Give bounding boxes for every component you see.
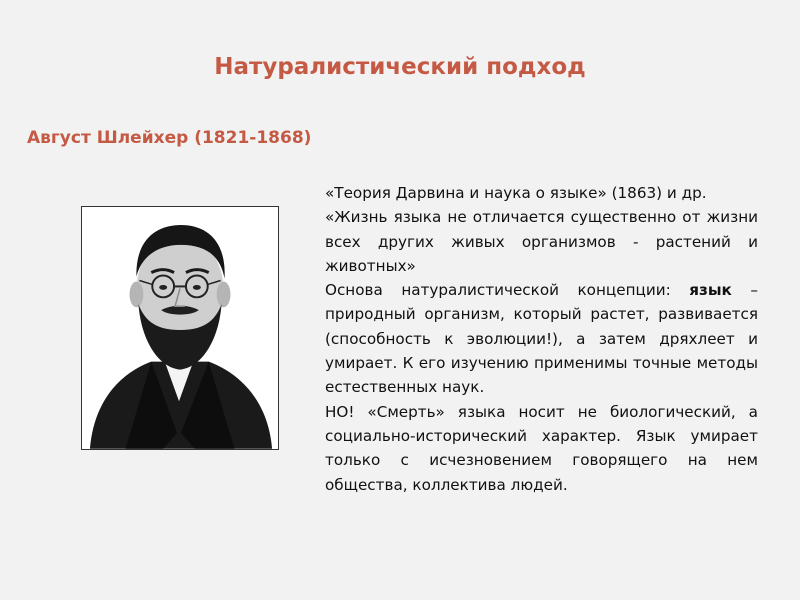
paragraph-concept-end: – природный организм, который растет, развивается (способность к эволюции!), а затем дряхлеет и умирает. К его изучению применимы точные методы естественных наук. (325, 281, 758, 397)
paragraph-concept-start: Основа натуралистической концепции: (325, 281, 690, 300)
body-text (325, 181, 758, 497)
paragraph-concept (325, 278, 758, 399)
slide-subtitle: Август Шлейхер (1821-1868) (27, 128, 312, 148)
portrait-image (81, 206, 279, 450)
paragraph-quote: «Жизнь языка не отличается существенно от жизни всех других живых организмов - растений и животных» (325, 208, 758, 275)
paragraph-note: НО! «Смерть» языка носит не биологический, а социально-исторический характер. Язык умирает только с исчезновением говорящего на нем общества, коллектива людей. (325, 402, 758, 494)
paragraph-concept-bold: язык (689, 281, 732, 300)
slide-title: Натуралистический подход (214, 54, 586, 80)
paragraph-publication: «Теория Дарвина и наука о языке» (1863) и др. (325, 184, 707, 202)
